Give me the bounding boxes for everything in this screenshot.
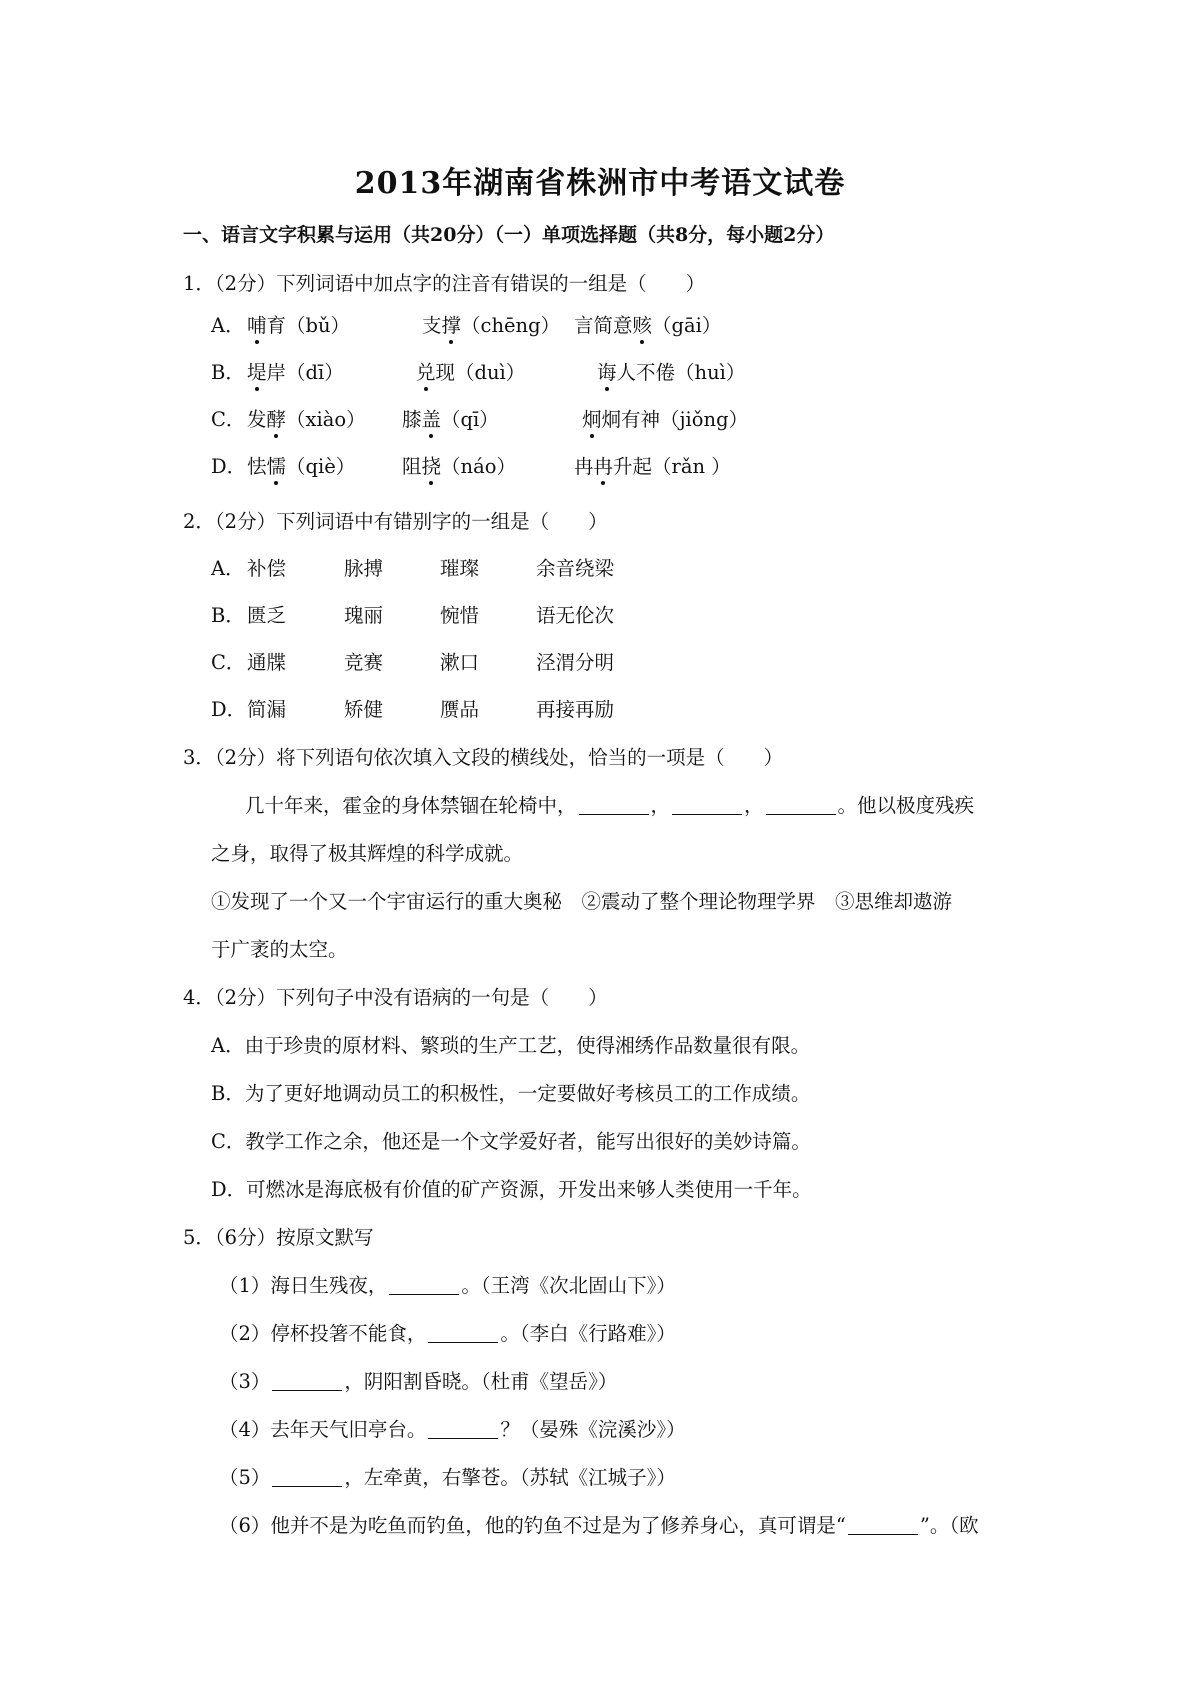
word: 补偿 xyxy=(247,557,287,580)
q1-b-word-2: 兑现（duì） xyxy=(416,357,525,385)
dotted-char: 诲 xyxy=(597,357,617,385)
word: 瑰丽 xyxy=(344,604,384,627)
q1-d-word-2: 阻挠（náo） xyxy=(402,451,516,479)
fill-blank[interactable] xyxy=(848,1516,918,1535)
fill-blank[interactable] xyxy=(672,796,742,815)
fill-blank[interactable] xyxy=(272,1468,342,1487)
fill-blank[interactable] xyxy=(389,1276,459,1295)
question-4-stem: 4．（2分）下列句子中没有语病的一句是（ ） xyxy=(183,986,608,1009)
q3-passage-line-1: 几十年来，霍金的身体禁锢在轮椅中， ， ， 。他以极度残疾 xyxy=(245,794,975,817)
q3-passage-line-2: 之身，取得了极其辉煌的科学成就。 xyxy=(211,842,524,865)
q1-d-word-1: 怯懦（qiè） xyxy=(247,451,355,479)
q1-c-word-2: 膝盖（qī） xyxy=(402,404,499,432)
word: 矫健 xyxy=(344,698,384,721)
dotted-char: 撑 xyxy=(442,310,462,338)
option-label: A． xyxy=(211,557,245,580)
option-label: D． xyxy=(211,698,247,721)
dotted-char: 盖 xyxy=(422,404,442,432)
q1-a-word-2: 支撑（chēng） xyxy=(422,310,560,338)
q4-option-a: A．由于珍贵的原材料、繁琐的生产工艺，使得湘绣作品数量很有限。 xyxy=(211,1034,811,1057)
word: 脉搏 xyxy=(344,557,384,580)
word: 竞赛 xyxy=(344,651,384,674)
fill-blank[interactable] xyxy=(428,1420,498,1439)
option-label: D． xyxy=(211,455,247,478)
q1-b-word-3: 诲人不倦（huì） xyxy=(597,357,745,385)
dotted-char: 酵 xyxy=(267,404,287,432)
fill-blank[interactable] xyxy=(272,1372,342,1391)
q4-option-d: D．可燃冰是海底极有价值的矿产资源，开发出来够人类使用一千年。 xyxy=(211,1178,812,1201)
q4-option-c: C．教学工作之余，他还是一个文学爱好者，能写出很好的美妙诗篇。 xyxy=(211,1130,811,1153)
word: 余音绕梁 xyxy=(536,557,615,580)
q1-c-word-1: 发酵（xiào） xyxy=(247,404,366,432)
option-label: C． xyxy=(211,651,246,674)
word: 漱口 xyxy=(440,651,480,674)
dotted-char: 挠 xyxy=(422,451,442,479)
q3-choices-line-2: 于广袤的太空。 xyxy=(211,938,348,961)
q1-c-word-3: 炯炯有神（jiǒng） xyxy=(582,404,748,432)
option-label: B． xyxy=(211,604,245,627)
q1-a-word-3: 言简意赅（gāi） xyxy=(574,310,721,338)
dotted-char: 冉 xyxy=(594,451,614,479)
fill-blank[interactable] xyxy=(579,796,649,815)
option-label: B． xyxy=(211,361,245,384)
fill-blank[interactable] xyxy=(766,796,836,815)
word: 泾渭分明 xyxy=(536,651,615,674)
word: 简漏 xyxy=(247,698,287,721)
q3-choices-line: ①发现了一个又一个宇宙运行的重大奥秘 ②震动了整个理论物理学界 ③思维却遨游 xyxy=(211,890,953,913)
question-1-stem: 1．（2分）下列词语中加点字的注音有错误的一组是（ ） xyxy=(183,272,706,295)
q5-item-2: （2）停杯投箸不能食， 。（李白《行路难》） xyxy=(219,1322,676,1345)
word: 通牒 xyxy=(247,651,287,674)
q5-item-1: （1）海日生残夜， 。（王湾《次北固山下》） xyxy=(219,1274,676,1297)
fill-blank[interactable] xyxy=(428,1324,498,1343)
q5-item-6: （6）他并不是为吃鱼而钓鱼，他的钓鱼不过是为了修养身心，真可谓是“ ”。（欧 xyxy=(219,1514,979,1537)
question-2-stem: 2．（2分）下列词语中有错别字的一组是（ ） xyxy=(183,510,608,533)
q1-a-word-1: 哺育（bǔ） xyxy=(247,310,350,338)
dotted-char: 懦 xyxy=(267,451,287,479)
q5-item-4: （4）去年天气旧亭台。 ？（晏殊《浣溪沙》） xyxy=(219,1418,686,1441)
question-5-stem: 5．（6分）按原文默写 xyxy=(183,1226,374,1249)
q1-d-word-3: 冉冉升起（rǎn ） xyxy=(574,451,731,479)
exam-title: 2013年湖南省株洲市中考语文试卷 xyxy=(354,166,846,201)
word: 璀璨 xyxy=(440,557,480,580)
section-heading: 一、语言文字积累与运用（共20分）（一）单项选择题（共8分，每小题2分） xyxy=(183,224,835,246)
dotted-char: 赅 xyxy=(633,310,653,338)
word: 赝品 xyxy=(440,698,480,721)
option-label: A． xyxy=(211,314,245,337)
question-3-stem: 3．（2分）将下列语句依次填入文段的横线处，恰当的一项是（ ） xyxy=(183,746,784,769)
dotted-char: 堤 xyxy=(247,357,267,385)
q5-item-5: （5） ，左牵黄，右擎苍。（苏轼《江城子》） xyxy=(219,1466,676,1489)
option-label: C． xyxy=(211,408,246,431)
q4-option-b: B．为了更好地调动员工的积极性，一定要做好考核员工的工作成绩。 xyxy=(211,1082,811,1105)
q5-item-3: （3） ，阴阳割昏晓。（杜甫《望岳》） xyxy=(219,1370,618,1393)
word: 再接再励 xyxy=(536,698,615,721)
word: 惋惜 xyxy=(440,604,480,627)
dotted-char: 兑 xyxy=(416,357,436,385)
dotted-char: 炯 xyxy=(582,404,602,432)
word: 匮乏 xyxy=(247,604,287,627)
q1-b-word-1: 堤岸（dī） xyxy=(247,357,344,385)
word: 语无伦次 xyxy=(536,604,615,627)
dotted-char: 哺 xyxy=(247,310,267,338)
